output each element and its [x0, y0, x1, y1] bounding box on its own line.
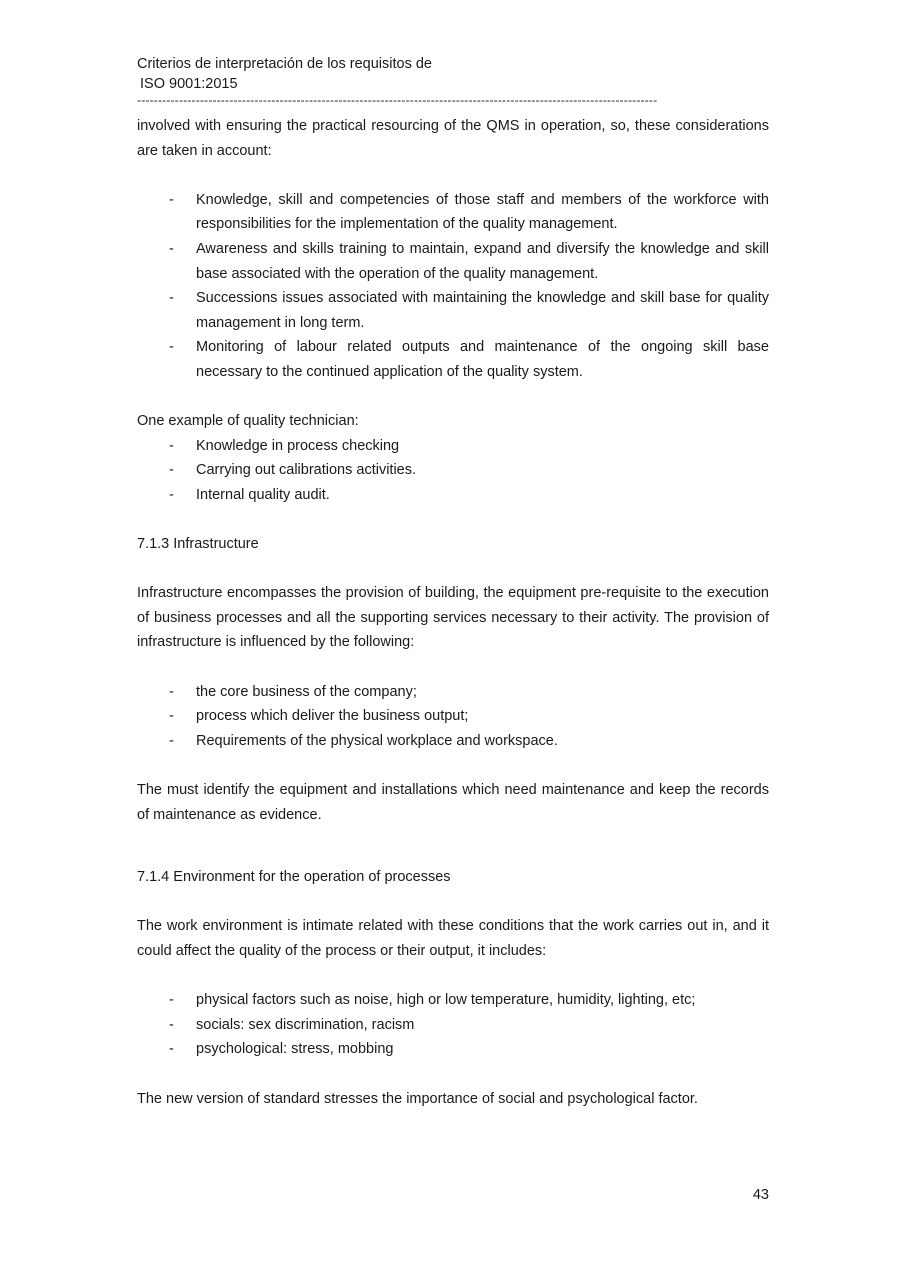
environment-closing: The new version of standard stresses the importance of social and psychological factor.: [137, 1090, 698, 1107]
list-item: - Awareness and skills training to maintain, expand and diversify the knowledge and skill base associated with the operation of the quality management.: [137, 237, 769, 286]
dash-bullet: -: [169, 1016, 174, 1033]
document-page: [137, 54, 769, 1111]
list-item: - Successions issues associated with maintaining the knowledge and skill base for quality management in long term.: [137, 286, 769, 335]
dash-bullet: -: [169, 992, 174, 1009]
header-separator: ----------------------------------------------------------------------------------------------------------------------------: [137, 94, 658, 107]
page-number: 43: [752, 1187, 769, 1203]
list-item: - psychological: stress, mobbing: [137, 1037, 769, 1062]
list-item: - process which deliver the business output;: [137, 704, 769, 729]
list-item: - Carrying out calibrations activities.: [137, 458, 769, 483]
dash-bullet: -: [169, 462, 174, 479]
dash-bullet: -: [169, 708, 174, 725]
list-item: - physical factors such as noise, high or low temperature, humidity, lighting, etc;: [137, 988, 769, 1013]
intro-paragraph: involved with ensuring the practical resourcing of the QMS in operation, so, these considerations are taken in account:: [137, 118, 769, 159]
dash-bullet: -: [169, 240, 174, 257]
dash-bullet: -: [169, 732, 174, 749]
list-item: - Knowledge in process checking: [137, 434, 769, 459]
dash-bullet: -: [169, 683, 174, 700]
running-header-title: Criterios de interpretación de los requisitos de: [137, 56, 432, 72]
environment-list: [137, 988, 769, 1062]
infrastructure-paragraph: Infrastructure encompasses the provision of building, the equipment pre-requisite to the execution of business processes and all the supporting services necessary to their activity. The provision of infrastructure is influenced by the following:: [137, 585, 769, 651]
list-item: - Monitoring of labour related outputs and maintenance of the ongoing skill base necessary to the continued application of the quality system.: [137, 335, 769, 384]
section-heading-infrastructure: 7.1.3 Infrastructure: [137, 536, 259, 553]
infrastructure-list: [137, 680, 769, 754]
environment-paragraph: The work environment is intimate related with these conditions that the work carries out in, and it could affect the quality of the process or their output, it includes:: [137, 918, 769, 959]
list-item: - Knowledge, skill and competencies of those staff and members of the workforce with responsibilities for the implementation of the quality management.: [137, 188, 769, 237]
list-item: - socials: sex discrimination, racism: [137, 1013, 769, 1038]
list-item: - Requirements of the physical workplace and workspace.: [137, 729, 769, 754]
dash-bullet: -: [169, 191, 174, 208]
dash-bullet: -: [169, 339, 174, 356]
infrastructure-closing: The must identify the equipment and installations which need maintenance and keep the records of maintenance as evidence.: [137, 782, 769, 823]
example-list: [137, 434, 769, 508]
dash-bullet: -: [169, 290, 174, 307]
list-item: - Internal quality audit.: [137, 483, 769, 508]
dash-bullet: -: [169, 486, 174, 503]
list-item: - the core business of the company;: [137, 680, 769, 705]
considerations-list: [137, 188, 769, 385]
dash-bullet: -: [169, 1041, 174, 1058]
example-title: One example of quality technician:: [137, 413, 359, 430]
running-header-standard: ISO 9001:2015: [140, 76, 238, 92]
dash-bullet: -: [169, 437, 174, 454]
section-heading-environment: 7.1.4 Environment for the operation of processes: [137, 869, 451, 886]
